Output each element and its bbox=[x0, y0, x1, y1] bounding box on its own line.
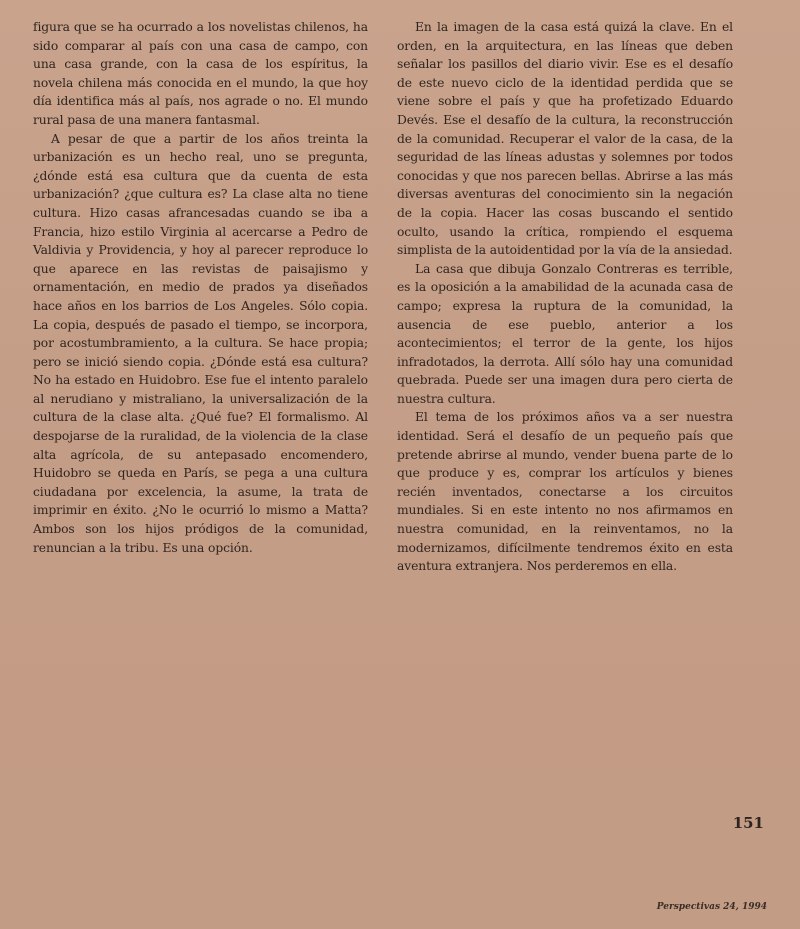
footer-source: Perspectivas 24, 1994 bbox=[656, 902, 767, 912]
page-number: 151 bbox=[732, 814, 764, 832]
left-paragraph-1: figura que se ha ocurrado a los novelistas chilenos, ha sido comparar al país con una casa de campo, con una casa grande, con la casa de los espíritus, la novela chilena más conocida en el mundo, la que hoy día identifica más al país, nos agrade o no. El mundo rural pasa de una manera fantasmal. bbox=[33, 20, 368, 127]
right-paragraph-1: En la imagen de la casa está quizá la clave. En el orden, en la arquitectura, en las líneas que deben señalar los pasillos del diario vivir. Ese es el desafío de este nuevo ciclo de la identidad perdida que se viene sobre el país y que ha profetizado Eduardo Devés. Ese el desafío de la cultura, la reconstrucción de la comunidad. Recuperar el valor de la casa, de la seguridad de las líneas adustas y solemnes por todos conocidas y que nos parecen bellas. Abrirse a las más diversas aventuras del conocimiento sin la negación de la copia. Hacer las cosas buscando el sentido oculto, usando la crítica, rompiendo el esquema simplista de la autoidentidad por la vía de la ansiedad. bbox=[397, 20, 733, 258]
left-paragraph-2: A pesar de que a partir de los años treinta la urbanización es un hecho real, uno se pregunta, ¿dónde está esa cultura que da cuenta de esta urbanización? ¿que cultura es? La clase alta no tiene cultura. Hizo casas afrancesadas cuando se iba a Francia, hizo estilo Virginia al acercarse a Pedro de Valdivia y Providencia, y hoy al parecer reproduce lo que aparece en las revistas de paisajismo y ornamentación, en medio de prados ya diseñados hace años en los barrios de Los Angeles. Sólo copia. La copia, después de pasado el tiempo, se incorpora, por acostumbramiento, a la cultura. Se hace propia; pero se inició siendo copia. ¿Dónde está esa cultura? No ha estado en Huidobro. Ese fue el intento paralelo al nerudiano y mistraliano, la universalización de la cultura de la clase alta. ¿Qué fue? El formalismo. Al despojarse de la ruralidad, de la violencia de la clase alta agrícola, de su antepasado encomendero, Huidobro se queda en París, se pega a una cultura ciudadana por excelencia, la asume, la trata de imprimir en éxito. ¿No le ocurrió lo mismo a Matta? Ambos son los hijos pródigos de la comunidad, renuncian a la tribu. Es una opción. bbox=[33, 131, 368, 555]
right-paragraph-3: El tema de los próximos años va a ser nuestra identidad. Será el desafío de un pequeño país que pretende abrirse al mundo, vender buena parte de lo que produce y es, comprar los artículos y bienes recién inventados, conectarse a los circuitos mundiales. Si en este intento no nos afirmamos en nuestra comunidad, en la reinventamos, no la modernizamos, difícilmente tendremos éxito en esta aventura extranjera. Nos perderemos en ella. bbox=[397, 410, 733, 574]
right-text-column bbox=[397, 18, 733, 576]
right-paragraph-2: La casa que dibuja Gonzalo Contreras es terrible, es la oposición a la amabilidad de la acunada casa de campo; expresa la ruptura de la comunidad, la ausencia de ese pueblo, anterior a los acontecimientos; el terror de la gente, los hijos infradotados, la derrota. Allí sólo hay una comunidad quebrada. Puede ser una imagen dura pero cierta de nuestra cultura. bbox=[397, 261, 733, 406]
left-text-column bbox=[33, 18, 368, 557]
